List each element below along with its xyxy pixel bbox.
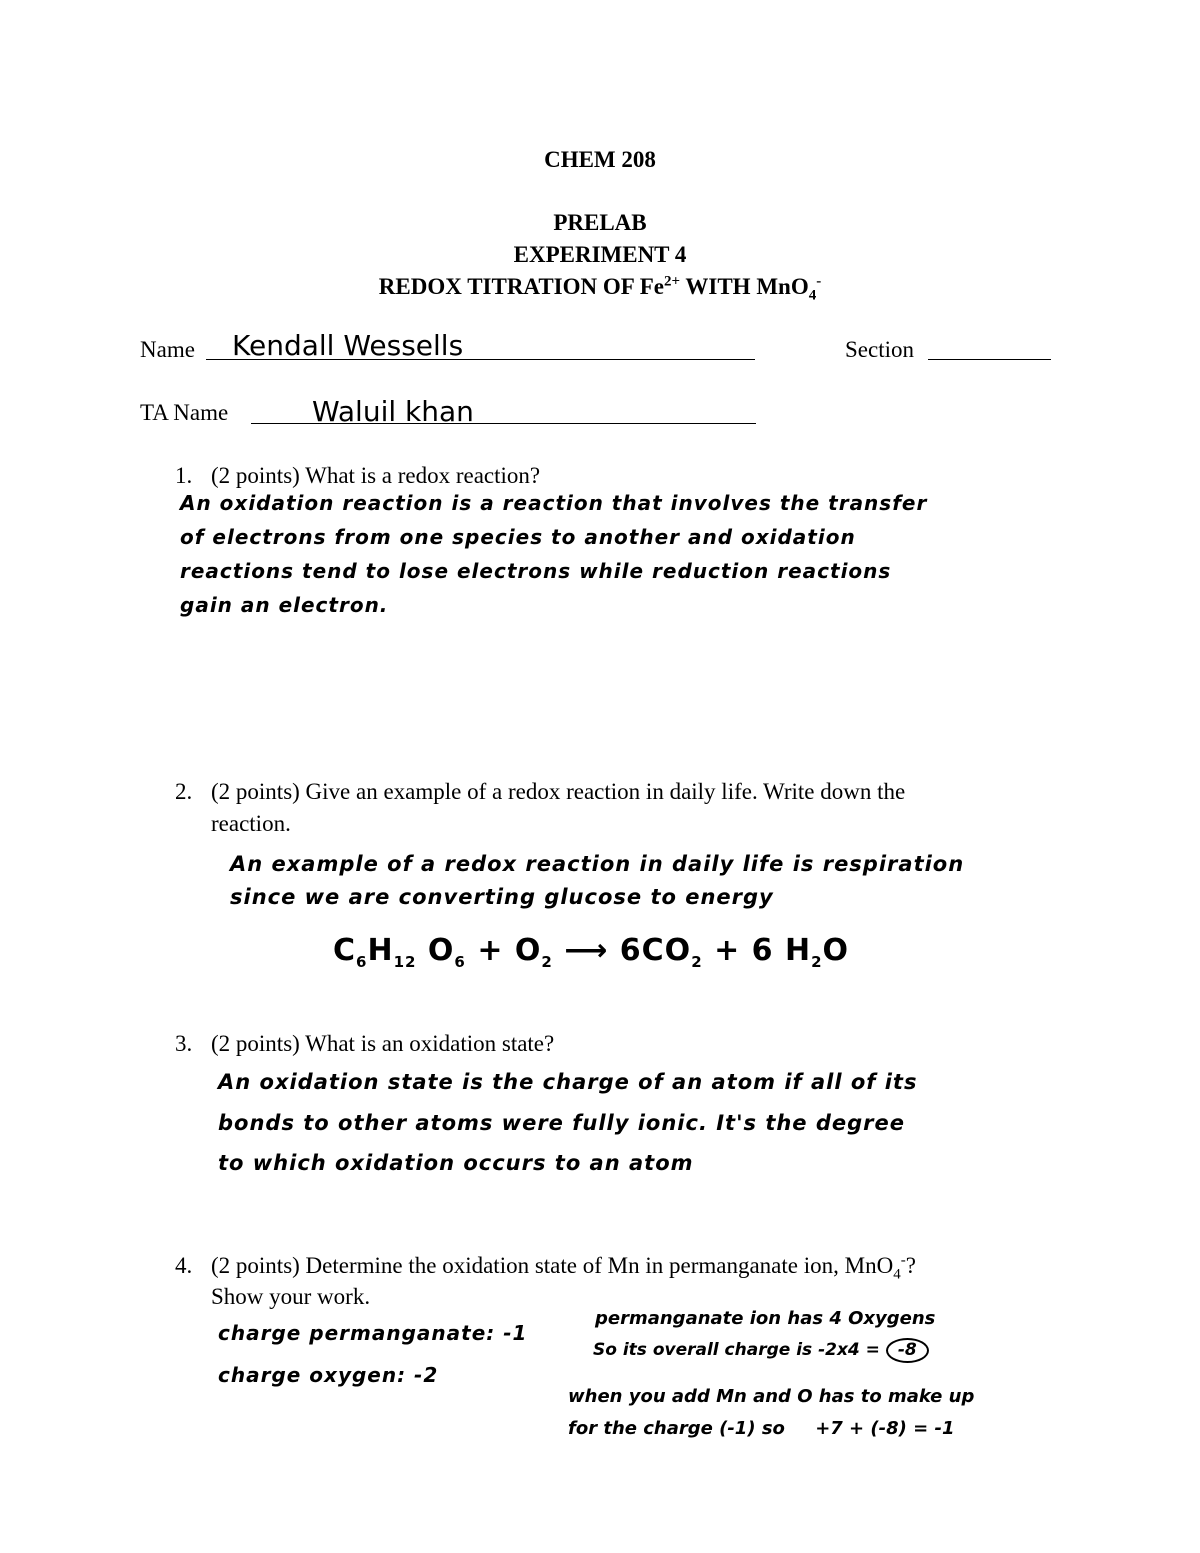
circled-answer: -8 [886, 1338, 929, 1363]
work-right-line-4: for the charge (-1) so +7 + (-8) = -1 [568, 1418, 955, 1439]
work-right-line-2: So its overall charge is -2x4 = -8 [593, 1338, 929, 1363]
question-4-text-line-1: (2 points) Determine the oxidation state of Mn in permanganate ion, MnO$_4$-? [211, 1252, 916, 1283]
question-3-text: (2 points) What is an oxidation state? [211, 1031, 555, 1056]
question-1-number: 1. [175, 463, 193, 488]
work-right-line-3: when you add Mn and O has to make up [568, 1386, 975, 1407]
answer-1-line-4: gain an electron. [180, 593, 389, 617]
respiration-equation: $C_6H_{12}$ $O_6 + O_2$ ⟶ $6CO_2 + 6$ $H_2O$ [333, 933, 850, 971]
answer-1-line-2: of electrons from one species to another and oxidation [180, 525, 856, 549]
section-label: Section [845, 337, 914, 362]
answer-1-line-1: An oxidation reaction is a reaction that involves the transfer [180, 491, 928, 515]
question-4-number: 4. [175, 1253, 193, 1278]
question-4-text-line-2: Show your work. [211, 1284, 371, 1309]
answer-3-line-2: bonds to other atoms were fully ionic. It's the degree [218, 1111, 906, 1135]
answer-2-line-2: since we are converting glucose to energy [230, 885, 774, 909]
name-label: Name [140, 337, 195, 362]
question-2-text-line-1: (2 points) Give an example of a redox reaction in daily life. Write down the [211, 779, 906, 804]
work-left-line-2: charge oxygen: -2 [218, 1363, 439, 1387]
section-line[interactable] [928, 359, 1051, 360]
question-1-text: (2 points) What is a redox reaction? [211, 463, 541, 488]
question-2-number: 2. [175, 779, 193, 804]
course-title: CHEM 208 [544, 147, 656, 172]
work-left-line-1: charge permanganate: -1 [218, 1321, 528, 1345]
prelab-title: PRELAB [553, 210, 647, 235]
work-right-line-1: permanganate ion has 4 Oxygens [595, 1308, 936, 1329]
question-2-text-line-2: reaction. [211, 811, 291, 836]
experiment-subtitle: REDOX TITRATION OF $Fe^{2+}$ WITH MnO$_4$- [378, 273, 822, 304]
question-3-number: 3. [175, 1031, 193, 1056]
answer-3-line-1: An oxidation state is the charge of an atom if all of its [218, 1070, 918, 1094]
answer-3-line-3: to which oxidation occurs to an atom [218, 1151, 694, 1175]
name-value: Kendall Wessells [232, 329, 464, 362]
ta-name-label: TA Name [140, 400, 229, 425]
answer-1-line-3: reactions tend to lose electrons while reduction reactions [180, 559, 892, 583]
ta-name-value: Waluil khan [312, 395, 474, 428]
answer-2-line-1: An example of a redox reaction in daily life is respiration [230, 852, 965, 876]
experiment-title: EXPERIMENT 4 [513, 242, 687, 267]
